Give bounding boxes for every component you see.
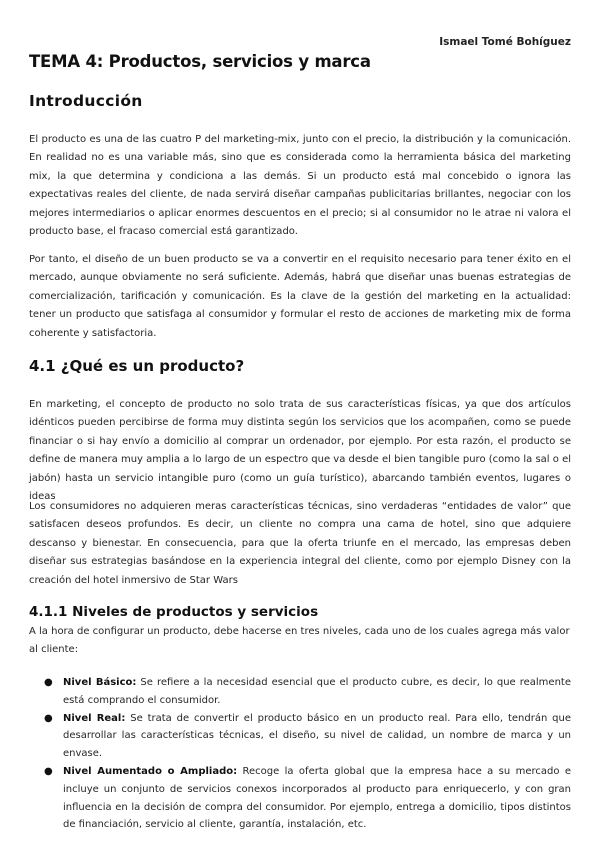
intro-paragraph-1: El producto es una de las cuatro P del marketing-mix, junto con el precio, la distribución y la comunicación. En realidad no es una variable más, sino que es considerada como la herramienta básica del marketing mix, la que determina y condiciona a las demás. Si un producto está mal concebido o ignora las expectativas reales del cliente, de nada servirá diseñar campañas publicitarias brillantes, negociar con los mejores intermediarios o aplicar enormes descuentos en el precio; si al consumidor no le atrae ni valora el producto base, el fracaso comercial está garantizado. [29, 134, 571, 238]
intro-heading: Introducción [29, 92, 143, 110]
bullet-icon: ● [44, 677, 53, 688]
bullet-icon: ● [44, 765, 53, 777]
list-item-term: Nivel Real: [63, 712, 126, 724]
section-411-heading: 4.1.1 Niveles de productos y servicios [29, 604, 319, 620]
intro-paragraph-2: Por tanto, el diseño de un buen producto se va a convertir en el requisito necesario para tener éxito en el mercado, aunque obviamente no será suficiente. Además, habrá que diseñar unas buenas estrategias de comercialización, tarificación y comunicación. Es la clave de la gestión del marketing en la actualidad: tener un producto que satisfaga al consumidor y formular el resto de acciones de marketing mix de forma coherente y satisfactoria. [29, 254, 571, 339]
section-41-paragraph-1: En marketing, el concepto de producto no solo trata de sus características físicas, ya que dos artículos idénticos pueden percibirse de forma muy distinta según los servicios que los acompañen, como se puede financiar o si hay envío a domicilio al comprar un ordenador, por ejemplo. Por esta razón, el producto se define de manera muy amplia a lo largo de un espectro que va desde el bien tangible puro (como la sal o el jabón) hasta un servicio intangible puro (como un guía turístico), abarcando también eventos, lugares o ideas [29, 399, 571, 503]
list-item [29, 710, 571, 763]
list-item-text: Se refiere a la necesidad esencial que el producto cubre, es decir, lo que realmente está comprando el consumidor. [63, 677, 571, 706]
list-item-text: Recoge la oferta global que la empresa hace a su mercado e incluye un conjunto de servicios conexos incorporados al producto para enriquecerlo, y con gran influencia en la decisión de compra del consumidor. Por ejemplo, entrega a domicilio, tipos distintos de financiación, servicio al cliente, garantía, instalación, etc. [63, 765, 571, 831]
bullet-icon: ● [44, 712, 53, 724]
list-item [29, 674, 571, 710]
author-name: Ismael Tomé Bohíguez [439, 36, 571, 48]
section-41-paragraph-2: Los consumidores no adquieren meras características técnicas, sino verdaderas “entidades de valor” que satisfacen deseos profundos. Es decir, un cliente no compra una cama de hotel, sino que adquiere descanso y bienestar. En consecuencia, para que la oferta triunfe en el mercado, las empresas deben diseñar sus estrategias basándose en la experiencia integral del cliente, como por ejemplo Disney con la creación del hotel inmersivo de Star Wars [29, 501, 571, 586]
product-levels-list [29, 674, 571, 834]
list-item-text: Se trata de convertir el producto básico en un producto real. Para ello, tendrán que desarrollar las características técnicas, el diseño, su nivel de calidad, un nombre de marca y un envase. [63, 712, 571, 760]
section-411-intro: A la hora de configurar un producto, debe hacerse en tres niveles, cada uno de los cuales agrega más valor al cliente: [29, 626, 570, 656]
list-item-term: Nivel Aumentado o Ampliado: [63, 765, 238, 777]
list-item-term: Nivel Básico: [63, 677, 137, 688]
document-title: TEMA 4: Productos, servicios y marca [29, 52, 371, 71]
list-item [29, 763, 571, 834]
section-41-heading: 4.1 ¿Qué es un producto? [29, 357, 245, 375]
